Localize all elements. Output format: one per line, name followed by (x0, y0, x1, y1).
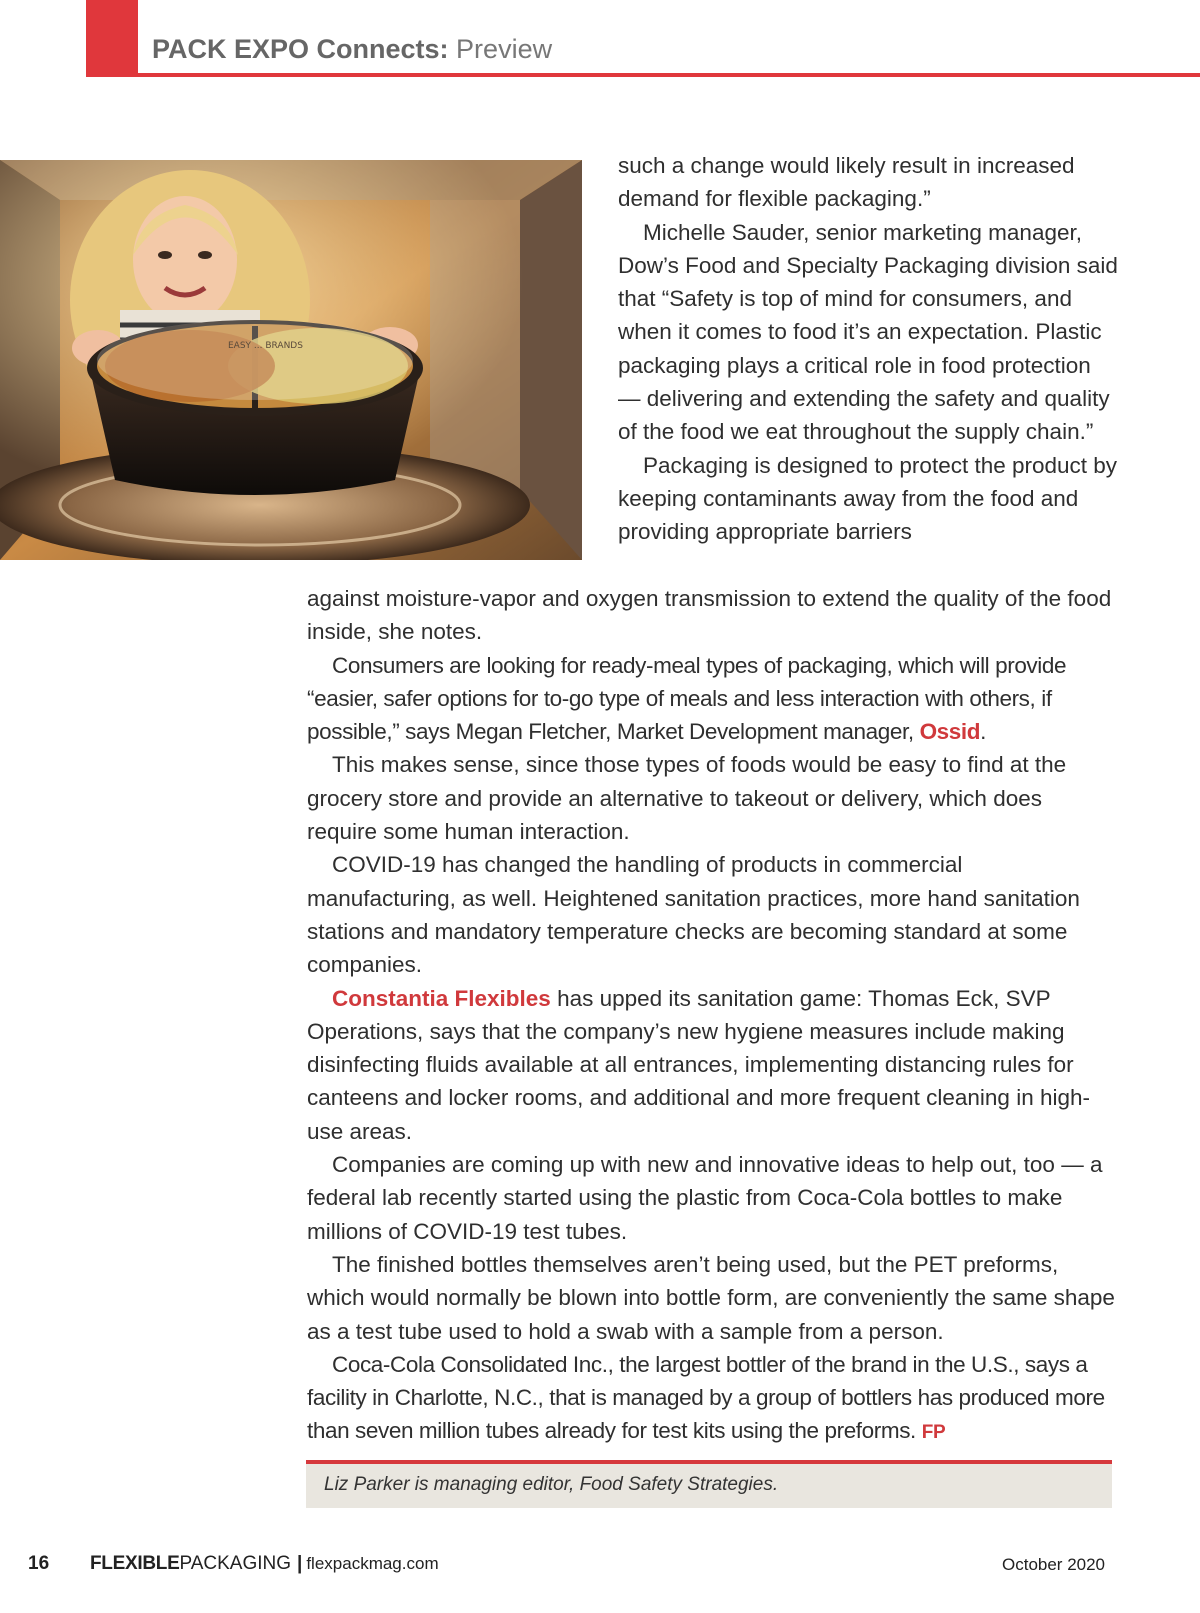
footer-brand (90, 1553, 439, 1575)
author-bio-box (306, 1464, 1112, 1508)
section-title-light: Preview (448, 34, 553, 64)
author-bio: Liz Parker is managing editor, Food Safety Strategies. (324, 1474, 779, 1495)
section-title-bold: PACK EXPO Connects: (152, 34, 449, 64)
section-title (152, 32, 552, 66)
page-number: 16 (28, 1553, 50, 1574)
company-link-constantia[interactable]: Constantia Flexibles (332, 985, 551, 1011)
site-link[interactable]: flexpackmag.com (306, 1554, 439, 1573)
brand-light: PACKAGING (179, 1553, 291, 1574)
article-column-wide (307, 582, 1117, 1450)
paragraph-3b: against moisture-vapor and oxygen transmission to extend the quality of the food inside, she notes. (307, 586, 1112, 645)
paragraph-3a: Packaging is designed to protect the product by keeping contaminants away from the food and providing appropriate barriers (618, 452, 1118, 545)
paragraph-1: such a change would likely result in increased demand for flexible packaging.” (618, 153, 1075, 212)
paragraph-10 (307, 1348, 1117, 1450)
header-accent-block (86, 0, 138, 77)
company-link-ossid[interactable]: Ossid (919, 719, 981, 745)
paragraph-6: COVID-19 has changed the handling of products in commercial manufacturing, as well. Heightened sanitation practices, more hand sanitation stations and mandatory temperature checks are becoming standard at some companies. (307, 852, 1080, 978)
header-rule (86, 73, 1200, 77)
end-mark: FP (921, 1422, 946, 1444)
paragraph-4-text: Consumers are looking for ready-meal types of packaging, which will provide “easier, safer options for to-go type of meals and less interaction with others, if possible,” says Megan Fletcher, Market Development manager, (307, 652, 1067, 745)
paragraph-10-text: Coca-Cola Consolidated Inc., the largest bottler of the brand in the U.S., says a facility in Charlotte, N.C., that is managed by a group of bottlers has produced more than seven million tubes already for test kits using the preforms. (307, 1351, 1105, 1444)
brand-bold: FLEXIBLE (90, 1553, 180, 1574)
paragraph-4-end: . (980, 719, 986, 745)
paragraph-7-text: has upped its sanitation game: Thomas Eck, SVP Operations, says that the company’s new hygiene measures include making disinfecting fluids available at all entrances, implementing distancing rules for canteens and locker rooms, and additional and more frequent cleaning in high-use areas. (307, 985, 1090, 1144)
article-column-narrow (618, 149, 1118, 549)
paragraph-4 (307, 649, 1117, 749)
paragraph-5: This makes sense, since those types of foods would be easy to find at the grocery store and provide an alternative to takeout or delivery, which does require some human interaction. (307, 752, 1067, 845)
paragraph-8: Companies are coming up with new and innovative ideas to help out, too — a federal lab recently started using the plastic from Coca-Cola bottles to make millions of COVID-19 test tubes. (307, 1152, 1103, 1244)
issue-date: October 2020 (1002, 1555, 1106, 1574)
paragraph-2: Michelle Sauder, senior marketing manager, Dow’s Food and Specialty Packaging division said that “Safety is top of mind for consumers, and when it comes to food it’s an expectation. Plastic packaging plays a critical role in food protection — delivering and extending the safety and quality of the food we eat throughout the supply chain.” (618, 219, 1118, 445)
tray-label: EASY ... BRANDS (228, 341, 303, 351)
brand-separator: | (297, 1553, 303, 1574)
paragraph-7 (307, 982, 1117, 1148)
microwave-meal-illustration (0, 160, 582, 560)
paragraph-9: The finished bottles themselves aren’t being used, but the PET preforms, which would normally be blown into bottle form, are conveniently the same shape as a test tube used to hold a swab with a sample from a person. (307, 1251, 1115, 1344)
article-photo (0, 160, 582, 560)
